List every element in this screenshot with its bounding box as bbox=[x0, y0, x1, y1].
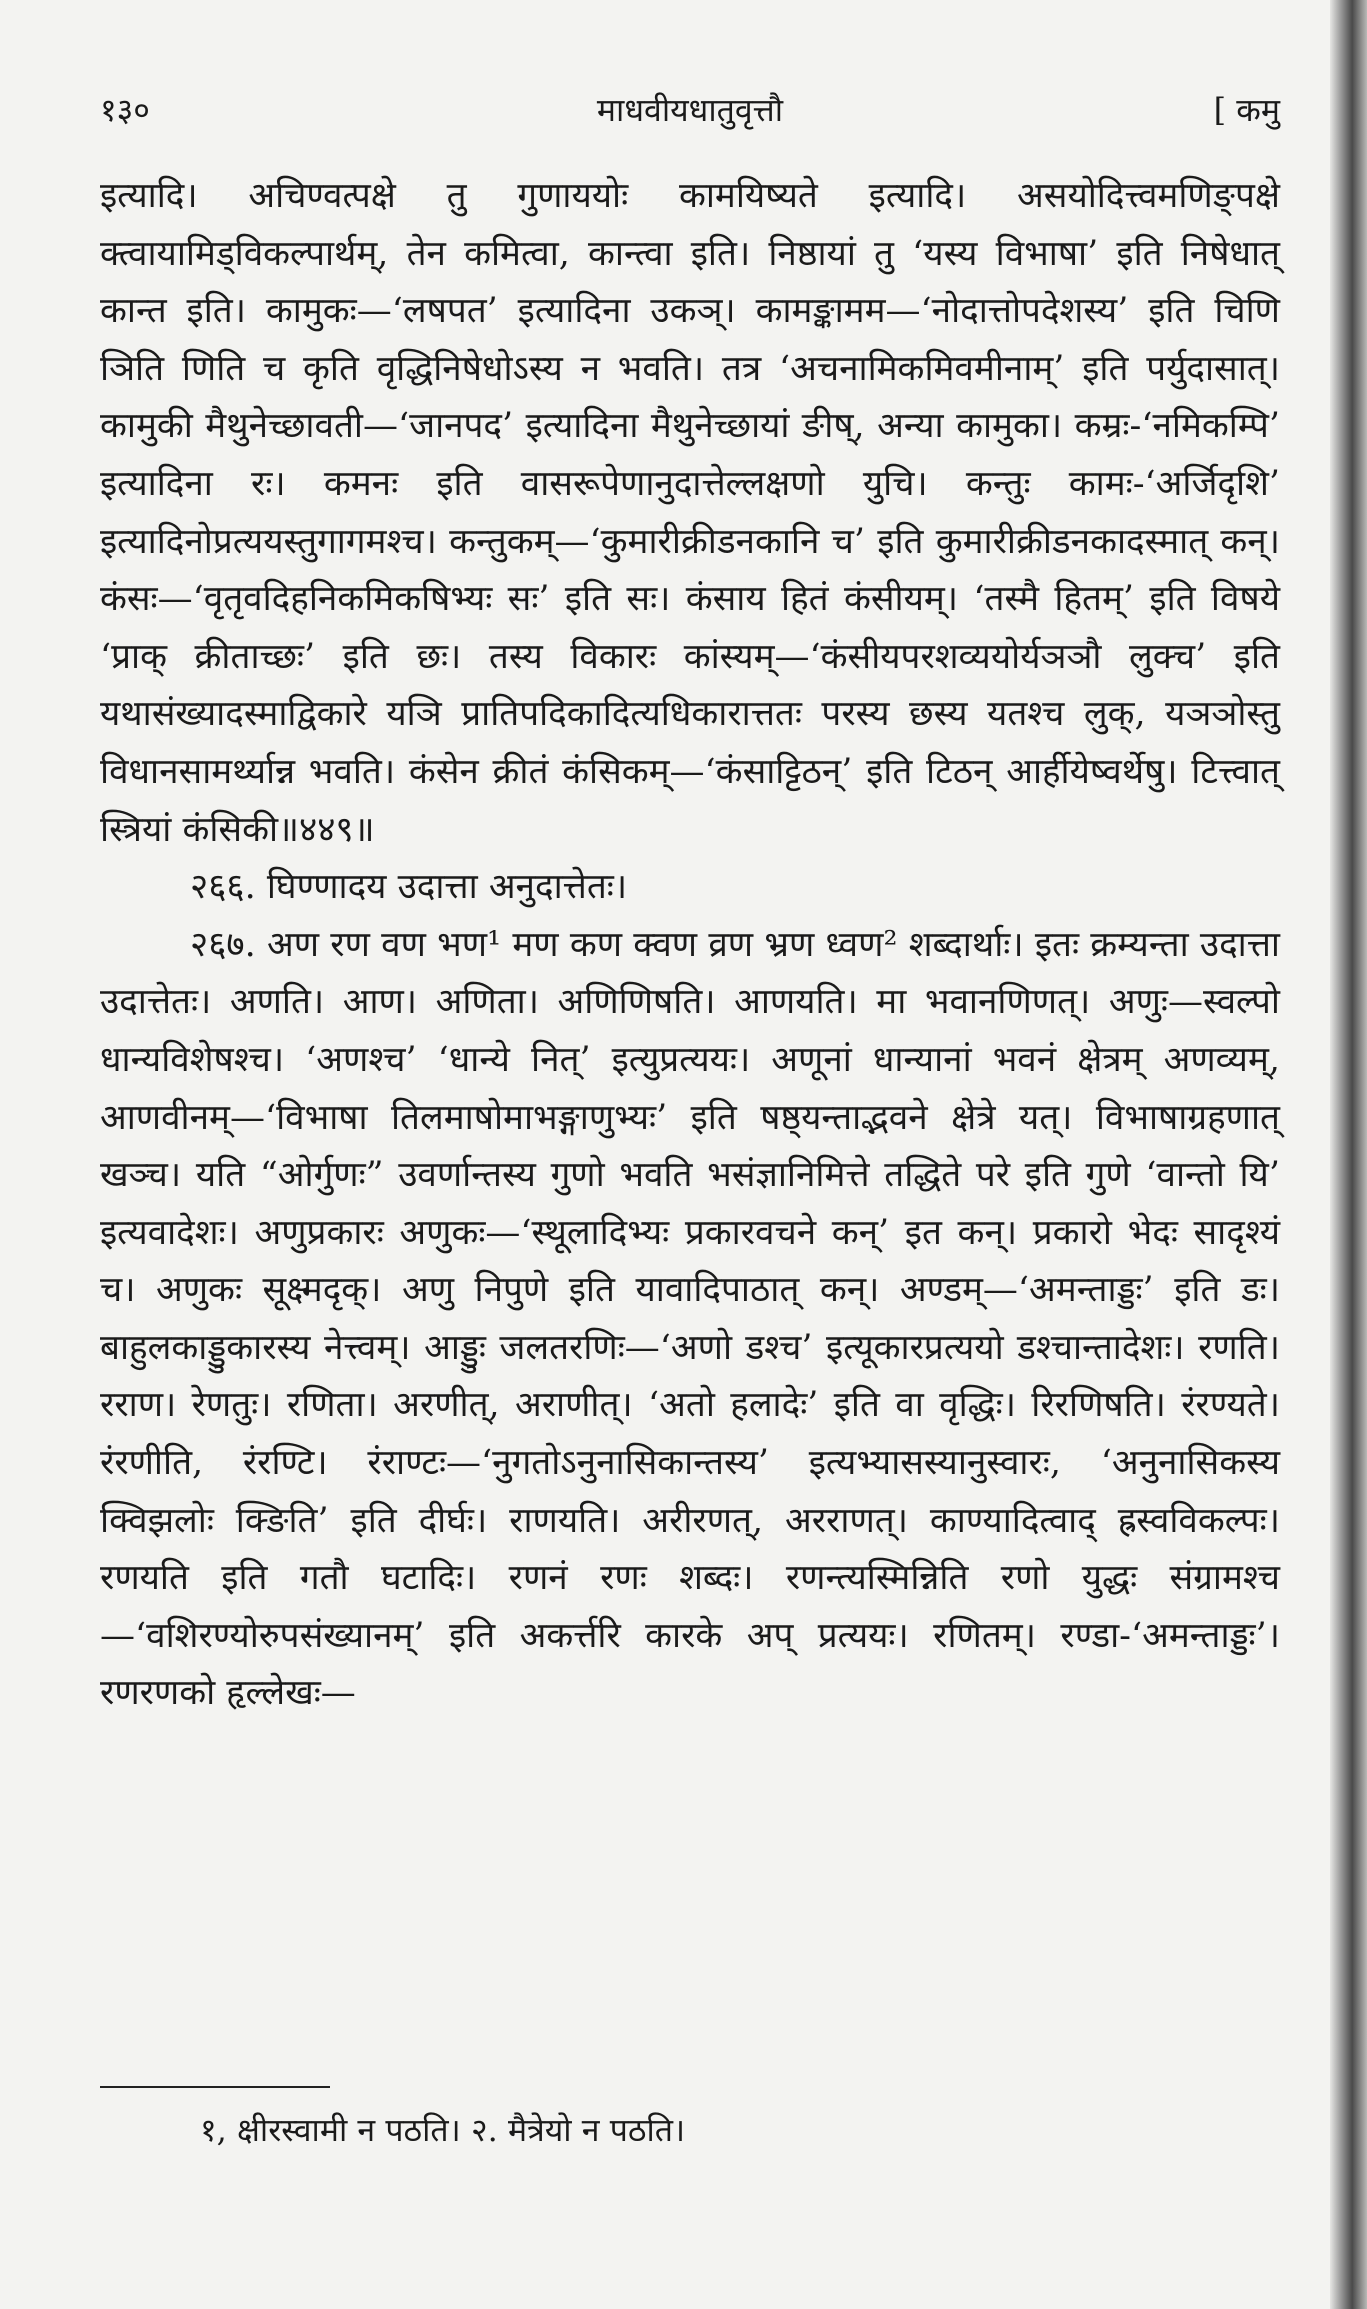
paragraph: २६६. घिण्णादय उदात्ता अनुदात्तेतः। bbox=[190, 867, 628, 908]
book-spine-shadow bbox=[1330, 0, 1367, 2309]
footnote: १, क्षीरस्वामी न पठति। २. मैत्रेयो न पठति। bbox=[200, 2111, 686, 2149]
footnote-rule bbox=[100, 2086, 330, 2088]
section-marker: [ कमु bbox=[1213, 91, 1280, 129]
paragraph: इत्यादि। अचिण्वत्पक्षे तु गुणाययोः कामयिष्यते इत्यादि। असयोदित्त्वमणिङ्पक्षे क्त्वायामिड्विकल्पार्थम्, तेन कमित्वा, कान्त्वा इति। निष्ठायां तु ‘यस्य विभाषा’ इति निषेधात् कान्त इति। कामुकः—‘लषपत’ इत्यादिना उकञ्। कामङ्कामम—‘नोदात्तोपदेशस्य’ इति चिणि ञिति णिति च कृति वृद्धिनिषेधोऽस्य न भवति। तत्र ‘अचनामिकमिवमीनाम्’ इति पर्युदासात्। कामुकी मैथुनेच्छावती—‘जानपद’ इत्यादिना मैथुनेच्छायां ङीष्, अन्या कामुका। कम्रः-‘नमिकम्पि’ इत्यादिना रः। कमनः इति वासरूपेणानुदात्तेल्लक्षणो युचि। कन्तुः कामः-‘अर्जिदृशि’ इत्यादिनोप्रत्ययस्तुगागमश्च। कन्तुकम्—‘कुमारीक्रीडनकानि च’ इति कुमारीक्रीडनकादस्मात् कन्। कंसः—‘वृतृवदिहनिकमिकषिभ्यः सः’ इति सः। कंसाय हितं कंसीयम्। ‘तस्मै हितम्’ इति विषये ‘प्राक् क्रीताच्छः’ इति छः। तस्य विकारः कांस्यम्—‘कंसीयपरशव्ययोर्यञञौ लुक्च’ इति यथासंख्यादस्माद्विकारे यञि प्रातिपदिकादित्यधिकारात्ततः परस्य छस्य यतश्च लुक्, यञञोस्तु विधानसामर्थ्यान्न भवति। कंसेन क्रीतं कंसिकम्—‘कंसाट्टिठन्’ इति टिठन् आर्हीयेष्वर्थेषु। टित्त्वात् स्त्रियां कंसिकी॥४४९॥ bbox=[100, 176, 1280, 850]
page-header bbox=[100, 80, 1280, 140]
paragraph: २६७. अण रण वण भण¹ मण कण क्वण व्रण भ्रण ध्वण² शब्दार्थाः। इतः क्रम्यन्ता उदात्ता उदात्तेतः। अणति। आण। अणिता। अणिणिषति। आणयति। मा भवानणिणत्। अणुः—स्वल्पो धान्यविशेषश्च। ‘अणश्च’ ‘धान्ये नित्’ इत्युप्रत्ययः। अणूनां धान्यानां भवनं क्षेत्रम् अणव्यम्, आणवीनम्—‘विभाषा तिलमाषोमाभङ्गाणुभ्यः’ इति षष्ठ्यन्ताद्भवने क्षेत्रे यत्। विभाषाग्रहणात् खञ्च। यति “ओर्गुणः” उवर्णान्तस्य गुणो भवति भसंज्ञानिमित्ते तद्धिते परे इति गुणे ‘वान्तो यि’ इत्यवादेशः। अणुप्रकारः अणुकः—‘स्थूलादिभ्यः प्रकारवचने कन्’ इत कन्। प्रकारो भेदः सादृश्यं च। अणुकः सूक्ष्मदृक्। अणु निपुणे इति यावादिपाठात् कन्। अण्डम्—‘अमन्ताड्डः’ इति डः। बाहुलकाड्डुकारस्य नेत्त्वम्। आड्डुः जलतरणिः—‘अणो डश्च’ इत्यूकारप्रत्ययो डश्चान्तादेशः। रणति। रराण। रेणतुः। रणिता। अरणीत्, अराणीत्। ‘अतो हलादेः’ इति वा वृद्धिः। रिरणिषति। रंरण्यते। रंरणीति, रंरण्टि। रंराण्टः—‘नुगतोऽनुनासिकान्तस्य’ इत्यभ्यासस्यानुस्वारः, ‘अनुनासिकस्य क्विझलोः क्ङिति’ इति दीर्घः। राणयति। अरीरणत्, अरराणत्। काण्यादित्वाद् ह्रस्वविकल्पः। रणयति इति गतौ घटादिः। रणनं रणः शब्दः। रणन्त्यस्मिन्निति रणो युद्धः संग्रामश्च—‘वशिरण्योरुपसंख्यानम्’ इति अकर्त्तरि कारके अप् प्रत्ययः। रणितम्। रण्डा-‘अमन्ताड्डः’। रणरणको हृल्लेखः— bbox=[100, 924, 1280, 1714]
running-title: माधवीयधातुवृत्तौ bbox=[596, 91, 784, 129]
body-text bbox=[100, 168, 1280, 1723]
page-number: १३० bbox=[100, 91, 150, 129]
